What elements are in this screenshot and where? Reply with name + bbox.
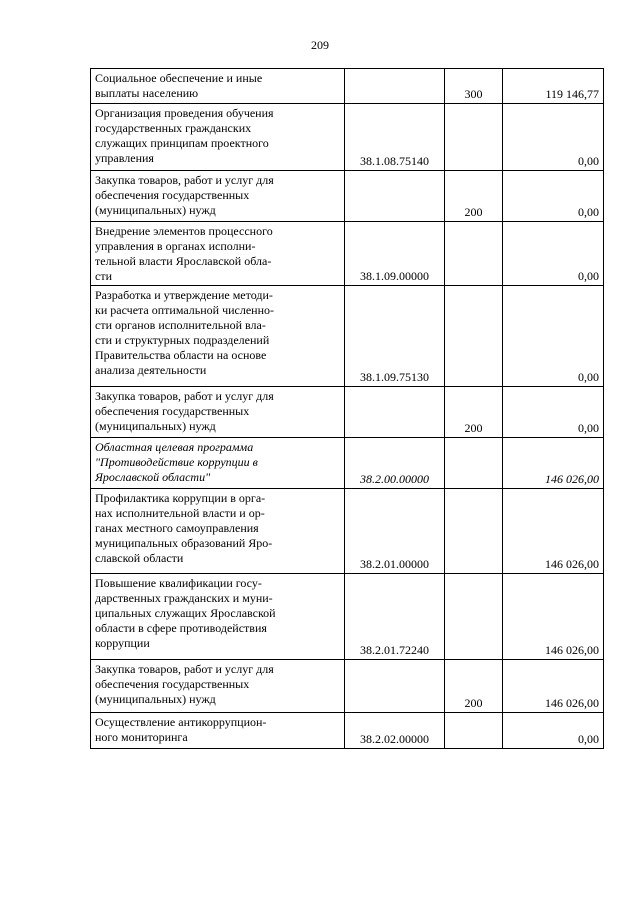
amount-text: 146 026,00 <box>545 472 599 486</box>
item-name-text: Закупка товаров, работ и услуг для обеспечения государственных (муниципальных) нужд <box>95 173 274 217</box>
amount-cell <box>503 104 604 171</box>
expense-type-cell <box>445 387 503 438</box>
item-name-text: Разработка и утверждение методи- ки расчета оптимальной численно- сти органов исполнительной вла- сти и структурных подразделений Правительства области на основе анализа деятельности <box>95 288 275 377</box>
budget-table <box>90 68 604 749</box>
item-name-cell <box>91 489 345 574</box>
target-code-cell <box>345 574 445 660</box>
item-name-cell <box>91 222 345 286</box>
expense-type-cell <box>445 574 503 660</box>
expense-type-cell <box>445 69 503 104</box>
amount-text: 0,00 <box>578 421 599 435</box>
amount-cell <box>503 660 604 713</box>
target-code-cell <box>345 69 445 104</box>
amount-text: 146 026,00 <box>545 643 599 657</box>
target-code-cell <box>345 713 445 749</box>
expense-type-cell <box>445 438 503 489</box>
budget-table-body <box>91 69 604 749</box>
amount-text: 146 026,00 <box>545 696 599 710</box>
page-number: 209 <box>311 38 329 52</box>
expense-type-text: 200 <box>464 205 483 219</box>
amount-cell <box>503 438 604 489</box>
target-code-text: 38.1.09.75130 <box>360 370 429 384</box>
target-code-text: 38.1.08.75140 <box>360 154 429 168</box>
item-name-text: Социальное обеспечение и иные выплаты населению <box>95 71 263 100</box>
item-name-text: Закупка товаров, работ и услуг для обеспечения государственных (муниципальных) нужд <box>95 662 274 706</box>
item-name-text: Осуществление антикоррупцион- ного мониторинга <box>95 715 267 744</box>
expense-type-text: 200 <box>464 421 483 435</box>
table-row <box>91 222 604 286</box>
amount-cell <box>503 387 604 438</box>
amount-text: 119 146,77 <box>545 87 599 101</box>
target-code-cell <box>345 171 445 222</box>
expense-type-cell <box>445 104 503 171</box>
expense-type-text: 300 <box>464 87 483 101</box>
table-row <box>91 574 604 660</box>
table-row <box>91 69 604 104</box>
expense-type-text: 200 <box>464 696 483 710</box>
target-code-text: 38.1.09.00000 <box>360 269 429 283</box>
target-code-cell <box>345 489 445 574</box>
table-row <box>91 713 604 749</box>
item-name-text: Областная целевая программа "Противодействие коррупции в Ярославской области" <box>95 440 258 484</box>
item-name-cell <box>91 69 345 104</box>
table-row <box>91 104 604 171</box>
item-name-cell <box>91 713 345 749</box>
item-name-cell <box>91 660 345 713</box>
target-code-cell <box>345 438 445 489</box>
target-code-text: 38.2.02.00000 <box>360 732 429 746</box>
expense-type-cell <box>445 171 503 222</box>
amount-cell <box>503 574 604 660</box>
item-name-text: Повышение квалификации госу- дарственных гражданских и муни- ципальных служащих Ярославской области в сфере противодействия коррупции <box>95 576 276 650</box>
item-name-text: Закупка товаров, работ и услуг для обеспечения государственных (муниципальных) нужд <box>95 389 274 433</box>
target-code-cell <box>345 286 445 387</box>
target-code-cell <box>345 222 445 286</box>
item-name-cell <box>91 574 345 660</box>
expense-type-cell <box>445 713 503 749</box>
table-row <box>91 489 604 574</box>
expense-type-cell <box>445 660 503 713</box>
expense-type-cell <box>445 489 503 574</box>
table-row <box>91 438 604 489</box>
amount-text: 0,00 <box>578 205 599 219</box>
amount-cell <box>503 286 604 387</box>
item-name-text: Организация проведения обучения государственных гражданских служащих принципам проектного управления <box>95 106 274 165</box>
amount-cell <box>503 69 604 104</box>
item-name-cell <box>91 171 345 222</box>
item-name-text: Внедрение элементов процессного управления в органах исполни- тельной власти Ярославской обла- сти <box>95 224 273 283</box>
table-row <box>91 286 604 387</box>
target-code-text: 38.2.00.00000 <box>360 472 429 486</box>
amount-text: 0,00 <box>578 370 599 384</box>
amount-cell <box>503 171 604 222</box>
expense-type-cell <box>445 286 503 387</box>
expense-type-cell <box>445 222 503 286</box>
table-row <box>91 660 604 713</box>
table-row <box>91 171 604 222</box>
amount-text: 0,00 <box>578 269 599 283</box>
target-code-text: 38.2.01.72240 <box>360 643 429 657</box>
item-name-text: Профилактика коррупции в орга- нах исполнительной власти и ор- ганах местного самоуправления муниципальных образований Яро- славской области <box>95 491 273 565</box>
amount-cell <box>503 222 604 286</box>
item-name-cell <box>91 387 345 438</box>
amount-text: 0,00 <box>578 732 599 746</box>
amount-cell <box>503 489 604 574</box>
amount-text: 146 026,00 <box>545 557 599 571</box>
item-name-cell <box>91 286 345 387</box>
item-name-cell <box>91 438 345 489</box>
target-code-cell <box>345 387 445 438</box>
target-code-cell <box>345 660 445 713</box>
target-code-text: 38.2.01.00000 <box>360 557 429 571</box>
target-code-cell <box>345 104 445 171</box>
amount-text: 0,00 <box>578 154 599 168</box>
table-row <box>91 387 604 438</box>
amount-cell <box>503 713 604 749</box>
item-name-cell <box>91 104 345 171</box>
